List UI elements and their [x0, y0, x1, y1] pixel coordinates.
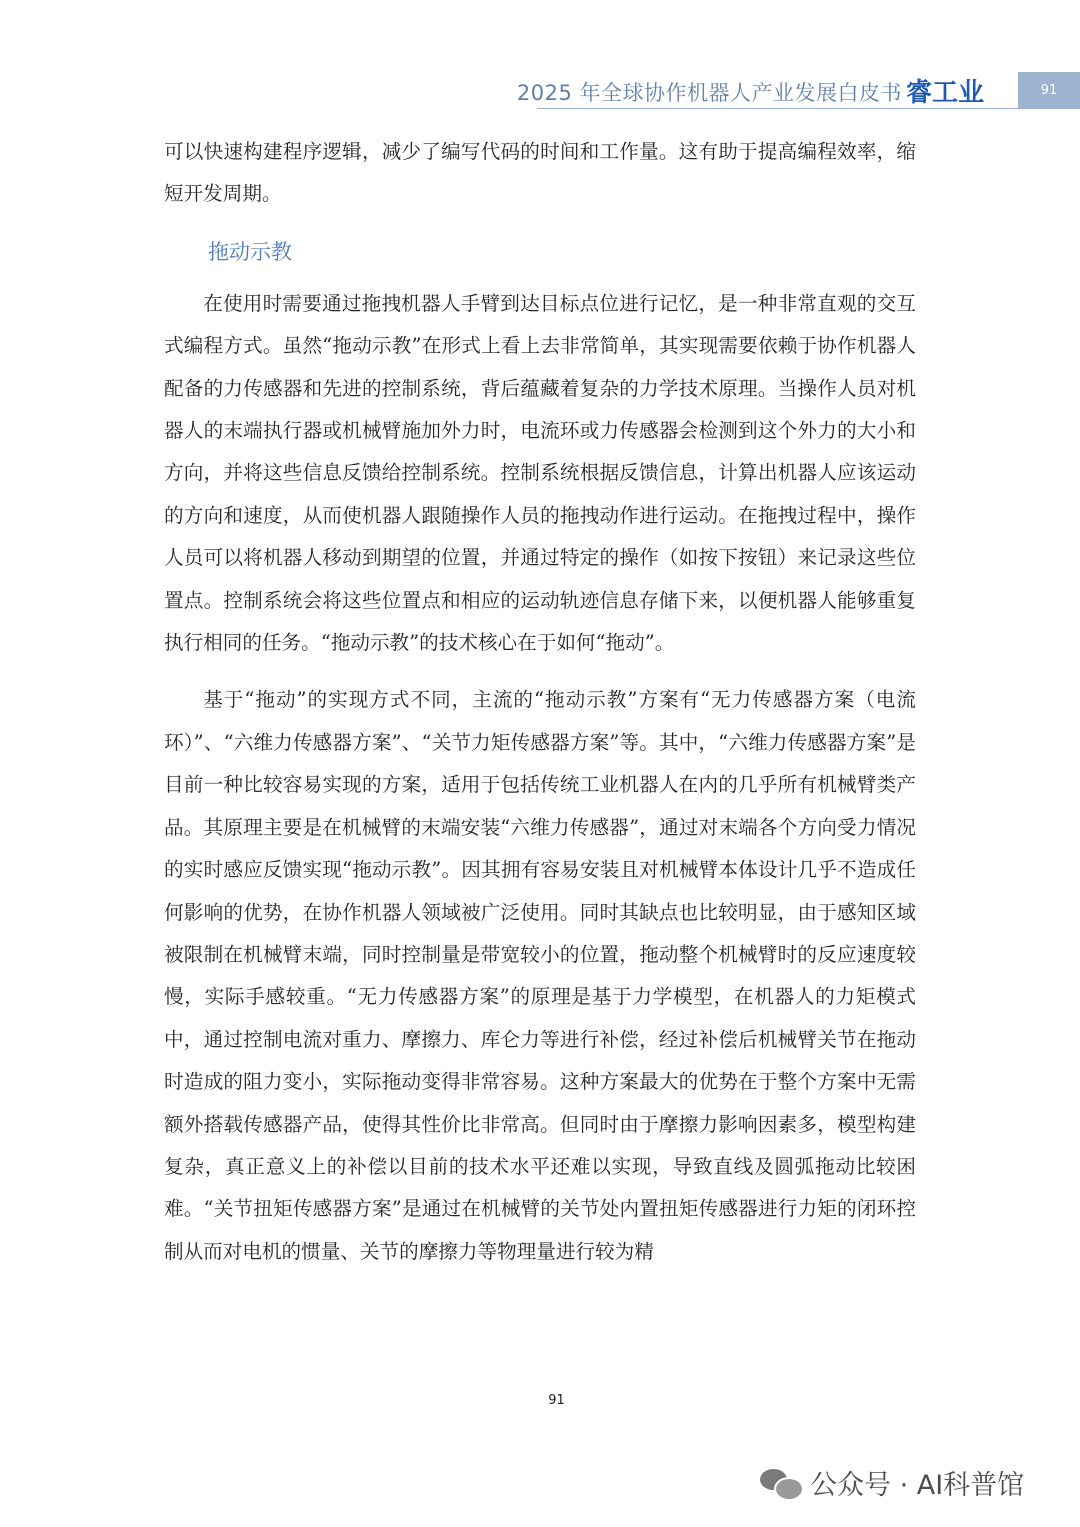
header-page-number: 91 — [1018, 72, 1080, 109]
watermark-text: 公众号 · AI科普馆 — [810, 1470, 1025, 1501]
watermark — [760, 1463, 1024, 1503]
page-header — [0, 72, 1080, 109]
footer-page-number: 91 — [548, 1393, 565, 1408]
document-title: 2025 年全球协作机器人产业发展白皮书 — [516, 81, 902, 105]
section-heading: 拖动示教 — [208, 239, 292, 264]
paragraph-continuation: 可以快速构建程序逻辑，减少了编写代码的时间和工作量。这有助于提高编程效率，缩短开发周期。 — [164, 140, 916, 206]
paragraph-gap — [164, 664, 916, 679]
paragraph-drag-teaching: 在使用时需要通过拖拽机器人手臂到达目标点位进行记忆，是一种非常直观的交互式编程方式。虽然“拖动示教”在形式上看上去非常简单，其实现需要依赖于协作机器人配备的力传感器和先进的控制系统，背后蕴藏着复杂的力学技术原理。当操作人员对机器人的末端执行器或机械臂施加外力时，电流环或力传感器会检测到这个外力的大小和方向，并将这些信息反馈给控制系统。控制系统根据反馈信息，计算出机器人应该运动的方向和速度，从而使机器人跟随操作人员的拖拽动作进行运动。在拖拽过程中，操作人员可以将机器人移动到期望的位置，并通过特定的操作（如按下按钮）来记录这些位置点。控制系统会将这些位置点和相应的运动轨迹信息存储下来，以便机器人能够重复执行相同的任务。“拖动示教”的技术核心在于如何“拖动”。 — [164, 291, 916, 655]
page-body — [164, 131, 916, 1273]
wechat-icon — [760, 1467, 802, 1499]
brand-logo-text: 睿工业 — [905, 78, 984, 108]
paragraph-drag-schemes: 基于“拖动”的实现方式不同，主流的“拖动示教”方案有“无力传感器方案（电流环）”、“六维力传感器方案”、“关节力矩传感器方案”等。其中，“六维力传感器方案”是目前一种比较容易实现的方案，适用于包括传统工业机器人在内的几乎所有机械臂类产品。其原理主要是在机械臂的末端安装“六维力传感器”，通过对末端各个方向受力情况的实时感应反馈实现“拖动示教”。因其拥有容易安装且对机械臂本体设计几乎不造成任何影响的优势，在协作机器人领域被广泛使用。同时其缺点也比较明显，由于感知区域被限制在机械臂末端，同时控制量是带宽较小的位置，拖动整个机械臂时的反应速度较慢，实际手感较重。“无力传感器方案”的原理是基于力学模型，在机器人的力矩模式中，通过控制电流对重力、摩擦力、库仑力等进行补偿，经过补偿后机械臂关节在拖动时造成的阻力变小，实际拖动变得非常容易。这种方案最大的优势在于整个方案中无需额外搭载传感器产品，使得其性价比非常高。但同时由于摩擦力影响因素多，模型构建复杂，真正意义上的补偿以目前的技术水平还难以实现，导致直线及圆弧拖动比较困难。“关节扭矩传感器方案”是通过在机械臂的关节处内置扭矩传感器进行力矩的闭环控制从而对电机的惯量、关节的摩擦力等物理量进行较为精 — [164, 688, 916, 1263]
header-divider — [537, 108, 1019, 109]
